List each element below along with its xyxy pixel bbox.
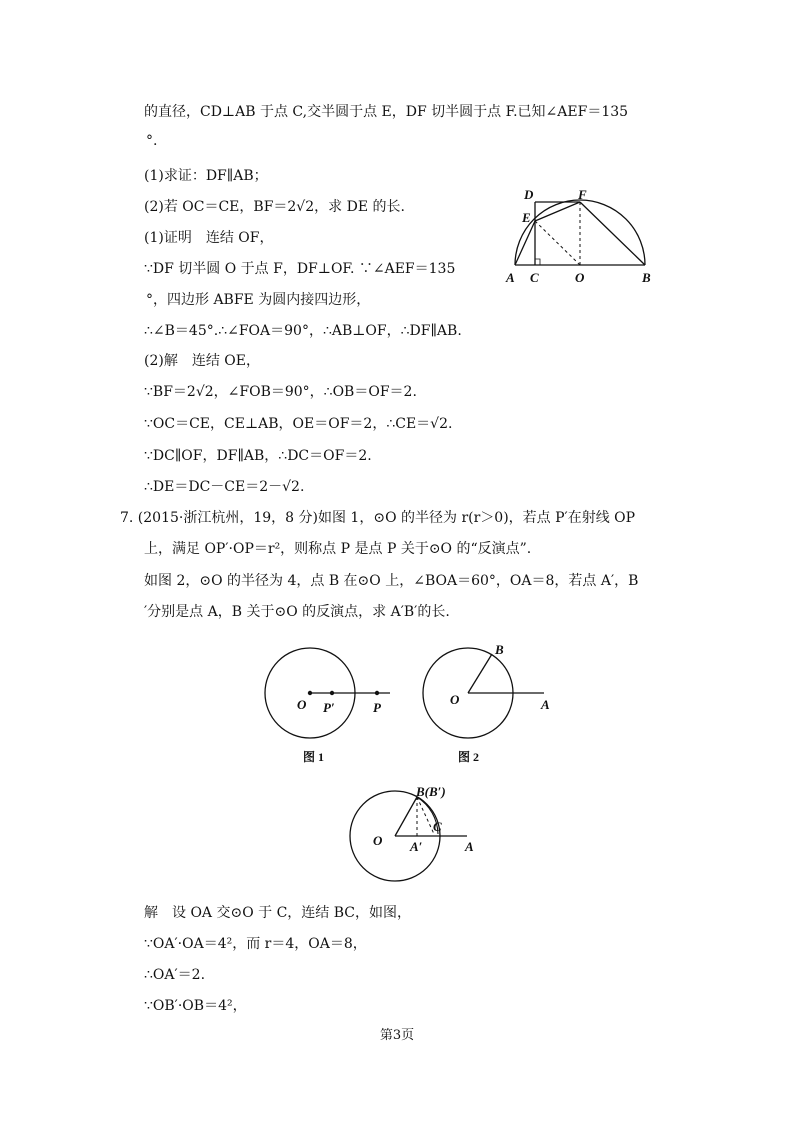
text-line-10: ∵BF＝2√2，∠FOB＝90°，∴OB＝OF＝2.	[144, 384, 417, 400]
dashed-eo	[535, 221, 580, 265]
figure-2-caption: 图 2	[458, 750, 480, 764]
figure-1	[255, 640, 400, 770]
text-line-18: 解 设 OA 交⊙O 于 C，连结 BC，如图，	[144, 905, 412, 921]
text-line-20: ∴OA′＝2.	[144, 967, 206, 983]
text-line-19: ∵OA′·OA＝4²，而 r＝4，OA＝8，	[144, 936, 367, 952]
text-line-14: 7. (2015·浙江杭州，19，8 分)如图 1，⊙O 的半径为 r(r＞0)，若点 P′在射线 OP	[120, 510, 636, 526]
text-line-13: ∴DE＝DC－CE＝2－√2.	[144, 479, 305, 495]
segment-ob	[395, 797, 417, 836]
text-line-3: (1)求证：DF∥AB；	[144, 168, 268, 184]
text-line-17: ′分别是点 A，B 关于⊙O 的反演点，求 A′B′的长.	[144, 604, 450, 620]
label-b: B	[495, 642, 504, 657]
segment-ef	[535, 202, 580, 221]
page-number: 第3页	[379, 1028, 415, 1043]
text-line-1: 的直径，CD⊥AB 于点 C,交半圆于点 E，DF 切半圆于点 F.已知∠AEF＝135	[144, 104, 629, 120]
semicircle-figure	[500, 185, 665, 290]
label-f: F	[578, 187, 587, 202]
figure-3	[340, 778, 500, 883]
label-p: P	[373, 700, 381, 715]
label-a: A	[506, 270, 515, 285]
label-c: C	[530, 270, 539, 285]
text-line-12: ∵DC∥OF，DF∥AB，∴DC＝OF＝2.	[144, 448, 372, 464]
figure-2	[420, 640, 570, 770]
label-o: O	[450, 692, 460, 707]
point-p-prime	[330, 691, 334, 695]
text-line-4: (2)若 OC＝CE，BF＝2√2，求 DE 的长.	[144, 199, 405, 215]
label-a: A	[541, 697, 550, 712]
text-line-16: 如图 2，⊙O 的半径为 4，点 B 在⊙O 上，∠BOA＝60°，OA＝8，若点 A′，B	[144, 573, 639, 589]
label-b-b-prime: B(B′)	[416, 784, 446, 799]
label-a: A	[465, 839, 474, 854]
label-o: O	[575, 270, 585, 285]
label-d: D	[524, 187, 534, 202]
text-line-9: (2)解 连结 OE，	[144, 353, 260, 369]
right-angle-mark	[535, 259, 540, 265]
text-line-5: (1)证明 连结 OF，	[144, 230, 274, 246]
text-line-6: ∵DF 切半圆 O 于点 F，DF⊥OF. ∵∠AEF＝135	[144, 261, 456, 277]
text-line-2: °.	[146, 133, 158, 149]
figure-1-caption: 图 1	[303, 750, 325, 764]
label-a-prime: A′	[410, 839, 423, 854]
label-p-prime: P′	[323, 700, 335, 715]
point-p	[375, 691, 379, 695]
label-c: C	[433, 819, 442, 834]
label-o: O	[297, 697, 307, 712]
text-line-7: °，四边形 ABFE 为圆内接四边形，	[146, 292, 371, 308]
segment-fb	[580, 202, 645, 265]
text-line-15: 上，满足 OP′·OP＝r²，则称点 P 是点 P 关于⊙O 的“反演点”.	[144, 541, 532, 557]
text-line-11: ∵OC＝CE，CE⊥AB，OE＝OF＝2，∴CE＝√2.	[144, 416, 453, 432]
label-e: E	[522, 210, 531, 225]
point-o	[308, 691, 312, 695]
text-line-8: ∴∠B＝45°.∴∠FOA＝90°，∴AB⊥OF，∴DF∥AB.	[144, 323, 462, 339]
label-b: B	[642, 270, 651, 285]
text-line-21: ∵OB′·OB＝4²，	[144, 998, 247, 1014]
label-o: O	[373, 833, 383, 848]
segment-ob	[468, 654, 492, 693]
